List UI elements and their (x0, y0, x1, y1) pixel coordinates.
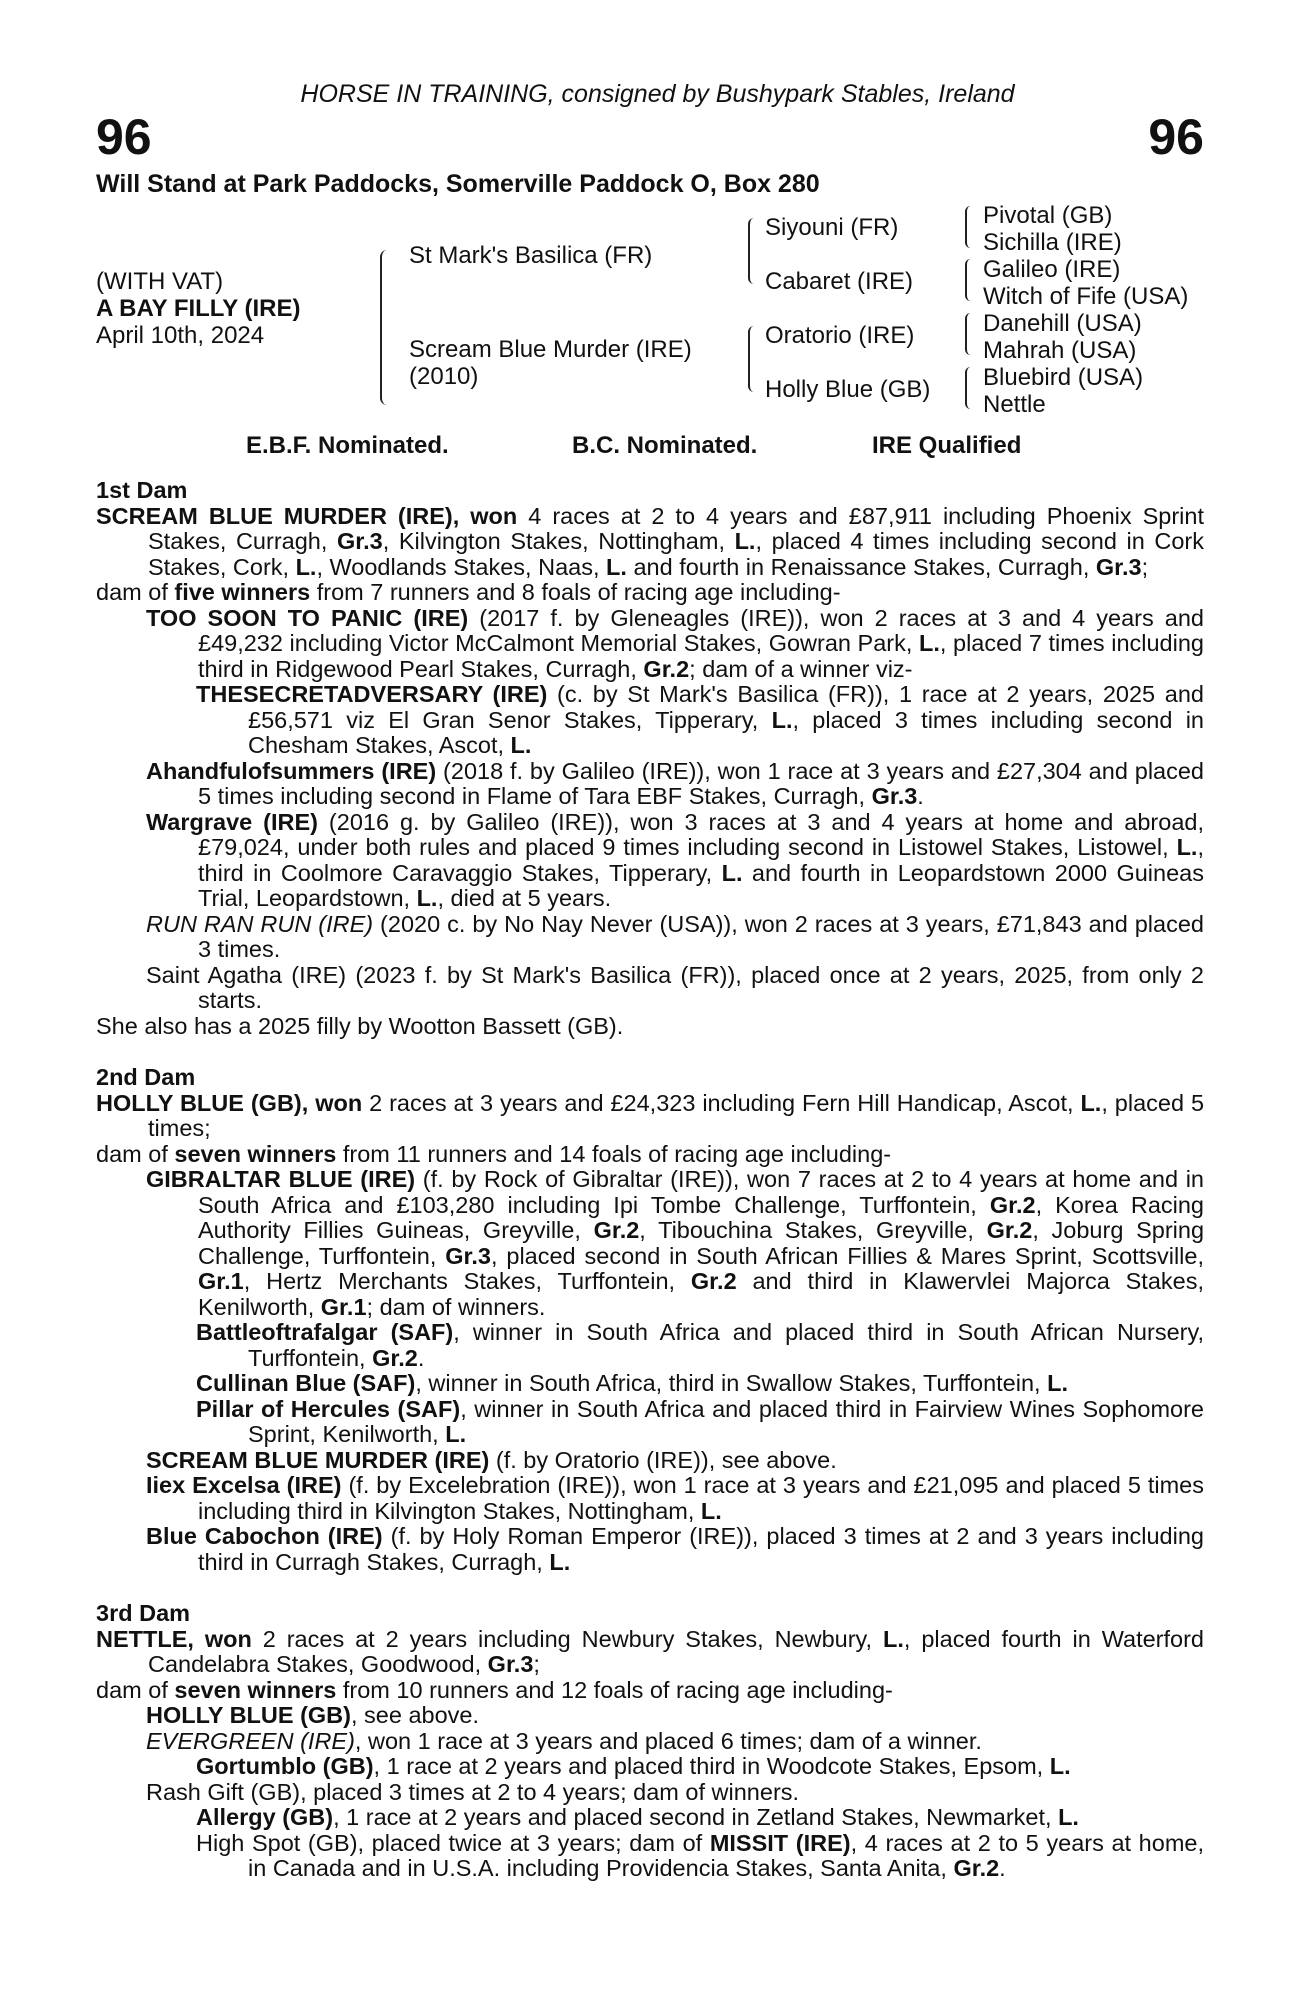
third-dam-produce-line: dam of seven winners from 10 runners and 12 foals of racing age including- (96, 1676, 893, 1703)
produce-allergy: Allergy (GB), 1 race at 2 years and placed second in Zetland Stakes, Newmarket, L. (196, 1804, 1079, 1830)
pedigree-brace-main (380, 250, 394, 405)
first-dam-also: She also has a 2025 filly by Wootton Bassett (GB). (96, 1012, 624, 1039)
produce-rash-gift: Rash Gift (GB), placed 3 times at 2 to 4 years; dam of winners. (146, 1778, 800, 1805)
produce-pillar-of-hercules: Pillar of Hercules (SAF), winner in South Africa and placed third in Fairview Wines Sophomore Sprint, Kenilworth, L. (196, 1395, 1204, 1447)
dam-year: (2010) (409, 363, 479, 390)
produce-wargrave: Wargrave (IRE) (2016 g. by Galileo (IRE)), won 3 races at 3 and 4 years at home and abroad, £79,024, under both rules and placed 9 times including second in Listowel Stakes, Listowel, L., third in Coolmore Caravaggio Stakes, Tipperary, L. and fourth in Leopardstown 2000 Guineas Trial, Leopardstown, L., died at 5 years. (146, 808, 1205, 911)
dam-dam: Holly Blue (GB) (765, 376, 931, 403)
third-dam-summary: NETTLE, won 2 races at 2 years including Newbury Stakes, Newbury, L., placed fourth in Waterford Candelabra Stakes, Goodwood, Gr.3; (96, 1625, 1205, 1677)
pedigree-g1: Pivotal (GB) (983, 202, 1113, 229)
nomination-bc: B.C. Nominated. (572, 432, 758, 459)
produce-gortumblo: Gortumblo (GB), 1 race at 2 years and placed third in Woodcote Stakes, Epsom, L. (196, 1753, 1071, 1779)
produce-ahandfulofsummers: Ahandfulofsummers (IRE) (2018 f. by Galileo (IRE)), won 1 race at 3 years and £27,304 and placed 5 times including second in Flame of Tara EBF Stakes, Curragh, Gr.3. (146, 757, 1204, 809)
sire-dam: Cabaret (IRE) (765, 268, 914, 295)
produce-high-spot: High Spot (GB), placed twice at 3 years; dam of MISSIT (IRE), 4 races at 2 to 5 years at home, in Canada and in U.S.A. including Providencia Stakes, Santa Anita, Gr.2. (196, 1829, 1204, 1881)
pedigree-brace-g1 (965, 206, 976, 248)
catalogue-header: HORSE IN TRAINING, consigned by Bushypark Stables, Ireland (300, 80, 1015, 108)
pedigree-brace-g4 (965, 367, 976, 409)
second-dam-heading: 2nd Dam (96, 1064, 196, 1090)
pedigree-g4: Witch of Fife (USA) (983, 283, 1189, 310)
subject-dob: April 10th, 2024 (96, 322, 265, 349)
produce-scream-blue-murder: SCREAM BLUE MURDER (IRE) (f. by Oratorio (IRE)), see above. (146, 1446, 837, 1473)
lot-number-left: 96 (96, 109, 152, 165)
pedigree-brace-sire (748, 218, 760, 284)
nomination-ire: IRE Qualified (872, 432, 1022, 459)
pedigree-brace-g3 (965, 313, 976, 355)
pedigree-g2: Sichilla (IRE) (983, 229, 1122, 256)
pedigree-g6: Mahrah (USA) (983, 337, 1137, 364)
third-dam-heading: 3rd Dam (96, 1600, 191, 1626)
vat-note: (WITH VAT) (96, 268, 224, 295)
first-dam-summary: SCREAM BLUE MURDER (IRE), won 4 races at 2 to 4 years and £87,911 including Phoenix Sprint Stakes, Curragh, Gr.3, Kilvington Stakes, Nottingham, L., placed 4 times including second in Cork Stakes, Cork, L., Woodlands Stakes, Naas, L. and fourth in Renaissance Stakes, Curragh, Gr.3; (96, 502, 1205, 580)
produce-thesecretadversary: THESECRETADVERSARY (IRE) (c. by St Mark's Basilica (FR)), 1 race at 2 years, 2025 and £56,571 viz El Gran Senor Stakes, Tipperary, L., placed 3 times including second in Chesham Stakes, Ascot, L. (196, 681, 1204, 758)
pedigree-brace-dam (748, 326, 760, 392)
produce-cullinan-blue: Cullinan Blue (SAF), winner in South Africa, third in Swallow Stakes, Turffontein, L. (196, 1370, 1068, 1396)
catalogue-body (96, 478, 1204, 1882)
venue-line: Will Stand at Park Paddocks, Somerville Paddock O, Box 280 (96, 170, 820, 198)
pedigree-g5: Danehill (USA) (983, 310, 1142, 337)
produce-evergreen: EVERGREEN (IRE), won 1 race at 3 years and placed 6 times; dam of a winner. (146, 1727, 982, 1754)
first-dam-produce-line: dam of five winners from 7 runners and 8 foals of racing age including- (96, 579, 841, 605)
sire-name: St Mark's Basilica (FR) (409, 242, 653, 269)
produce-run-ran-run: RUN RAN RUN (IRE) (2020 c. by No Nay Never (USA)), won 2 races at 3 years, £71,843 and placed 3 times. (146, 910, 1204, 962)
lot-number-right: 96 (1148, 109, 1204, 165)
produce-gibraltar-blue: GIBRALTAR BLUE (IRE) (f. by Rock of Gibraltar (IRE)), won 7 races at 2 to 4 years at home and in South Africa and £103,280 including Ipi Tombe Challenge, Turffontein, Gr.2, Korea Racing Authority Fillies Guineas, Greyville, Gr.2, Tibouchina Stakes, Greyville, Gr.2, Joburg Spring Challenge, Turffontein, Gr.3, placed second in South African Fillies & Mares Sprint, Scottsville, Gr.1, Hertz Merchants Stakes, Turffontein, Gr.2 and third in Klawervlei Majorca Stakes, Kenilworth, Gr.1; dam of winners. (146, 1166, 1205, 1320)
dam-name: Scream Blue Murder (IRE) (409, 336, 692, 363)
sire-sire: Siyouni (FR) (765, 214, 899, 241)
pedigree-g7: Bluebird (USA) (983, 364, 1144, 391)
produce-battleoftrafalgar: Battleoftrafalgar (SAF), winner in South Africa and placed third in South African Nursery, Turffontein, Gr.2. (196, 1319, 1204, 1371)
produce-iiex-excelsa: Iiex Excelsa (IRE) (f. by Excelebration (IRE)), won 1 race at 3 years and £21,095 and placed 5 times including third in Kilvington Stakes, Nottingham, L. (146, 1472, 1204, 1524)
second-dam-produce-line: dam of seven winners from 11 runners and 14 foals of racing age including- (96, 1140, 892, 1167)
second-dam-summary: HOLLY BLUE (GB), won 2 races at 3 years and £24,323 including Fern Hill Handicap, Ascot, L., placed 5 times; (96, 1089, 1205, 1141)
subject-name: A BAY FILLY (IRE) (96, 295, 301, 322)
produce-saint-agatha: Saint Agatha (IRE) (2023 f. by St Mark's Basilica (FR)), placed once at 2 years, 2025, from only 2 starts. (146, 961, 1204, 1013)
dam-sire: Oratorio (IRE) (765, 322, 915, 349)
pedigree-brace-g2 (965, 259, 976, 301)
produce-too-soon-to-panic: TOO SOON TO PANIC (IRE) (2017 f. by Gleneagles (IRE)), won 2 races at 3 and 4 years and £49,232 including Victor McCalmont Memorial Stakes, Gowran Park, L., placed 7 times including third in Ridgewood Pearl Stakes, Curragh, Gr.2; dam of a winner viz- (146, 604, 1204, 682)
first-dam-heading: 1st Dam (96, 477, 188, 503)
nomination-ebf: E.B.F. Nominated. (246, 432, 449, 459)
produce-blue-cabochon: Blue Cabochon (IRE) (f. by Holy Roman Emperor (IRE)), placed 3 times at 2 and 3 years including third in Curragh Stakes, Curragh, L. (146, 1523, 1204, 1575)
pedigree-g3: Galileo (IRE) (983, 256, 1121, 283)
pedigree-g8: Nettle (983, 391, 1046, 418)
produce-holly-blue: HOLLY BLUE (GB), see above. (146, 1702, 480, 1728)
